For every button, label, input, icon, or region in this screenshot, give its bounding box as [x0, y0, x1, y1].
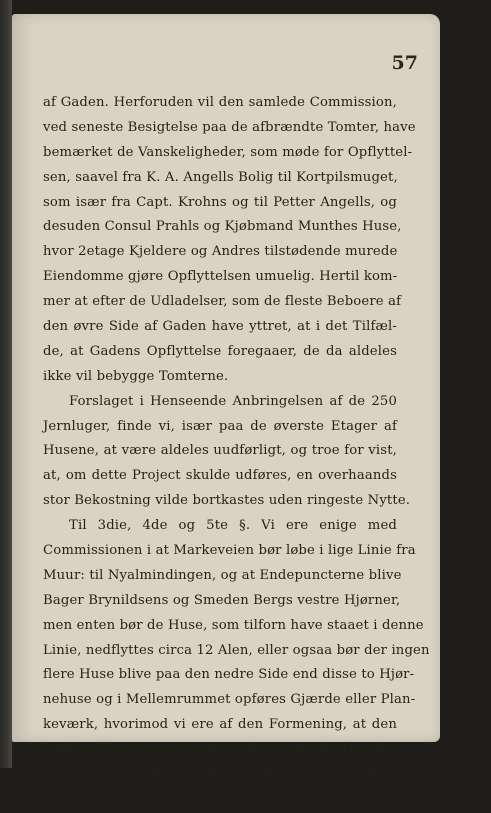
text-line: nehuse og i Mellemrummet opføres Gjærde eller Plan-: [43, 692, 416, 708]
text-line: flere Huse blive paa den nedre Side end disse to Hjør-: [43, 667, 415, 683]
text-line: de, at Gadens Opflyttelse foregaaer, de da aldeles: [43, 343, 397, 359]
text-line: af Gaden. Herforuden vil den samlede Commission,: [43, 95, 397, 110]
body-text: [43, 91, 430, 813]
book-page: [12, 14, 440, 807]
text-line: Linie, nedflyttes circa 12 Alen, eller ogsaa bør der ingen: [43, 642, 430, 658]
text-line: ved seneste Besigtelse paa de afbrændte Tomter, have: [43, 119, 416, 135]
text-line: men enten bør de Huse, som tilforn have staaet i denne: [43, 617, 424, 633]
text-line: Til 3die, 4de og 5te §. Vi ere enige med: [69, 518, 397, 534]
text-line: Husene, at være aldeles uudførligt, og troe for vist,: [43, 443, 397, 459]
text-line: ikke vil bebygge Tomterne.: [43, 368, 229, 384]
text-line: ført som forhen, dog med Undtagelse af de tvende Hu-: [43, 791, 417, 807]
text-line: mer at efter de Udladelser, som de fleste Beboere af: [43, 294, 402, 310]
text-line: at, om dette Project skulde udføres, en overhaands: [43, 468, 397, 484]
text-line: saavelsom den, der vendte mod Klosteret bør blive op-: [43, 767, 417, 783]
text-line: Række Huse, som staaer under Corps du Guarde,: [43, 742, 397, 758]
text-line: hvor 2etage Kjeldere og Andres tilstødende murede: [43, 244, 398, 260]
text-line: sen, saavel fra K. A. Angells Bolig til Kortpilsmuget,: [43, 169, 398, 185]
book-spine-shadow: [0, 0, 12, 768]
text-line: Muur: til Nyalmindingen, og at Endepuncterne blive: [43, 567, 402, 583]
text-line: keværk, hvorimod vi ere af den Formening, at den: [43, 717, 397, 733]
text-line: som især fra Capt. Krohns og til Petter Angells, og: [43, 194, 397, 210]
text-line: bemærket de Vanskeligheder, som møde for Opflyttel-: [43, 144, 413, 160]
page-number: 57: [391, 52, 418, 74]
text-line: Commissionen i at Markeveien bør løbe i lige Linie fra: [43, 543, 416, 559]
text-line: Bager Brynildsens og Smeden Bergs vestre Hjørner,: [43, 592, 401, 608]
text-line: den øvre Side af Gaden have yttret, at i det Tilfæl-: [43, 319, 397, 335]
text-line: stor Bekostning vilde bortkastes uden ringeste Nytte.: [43, 493, 411, 509]
text-line: Eiendomme gjøre Opflyttelsen umuelig. Hertil kom-: [43, 269, 398, 285]
text-line: desuden Consul Prahls og Kjøbmand Munthes Huse,: [43, 219, 402, 235]
text-line: Jernluger, finde vi, især paa de øverste Etager af: [43, 418, 397, 434]
text-line: Forslaget i Henseende Anbringelsen af de 250: [69, 393, 397, 409]
